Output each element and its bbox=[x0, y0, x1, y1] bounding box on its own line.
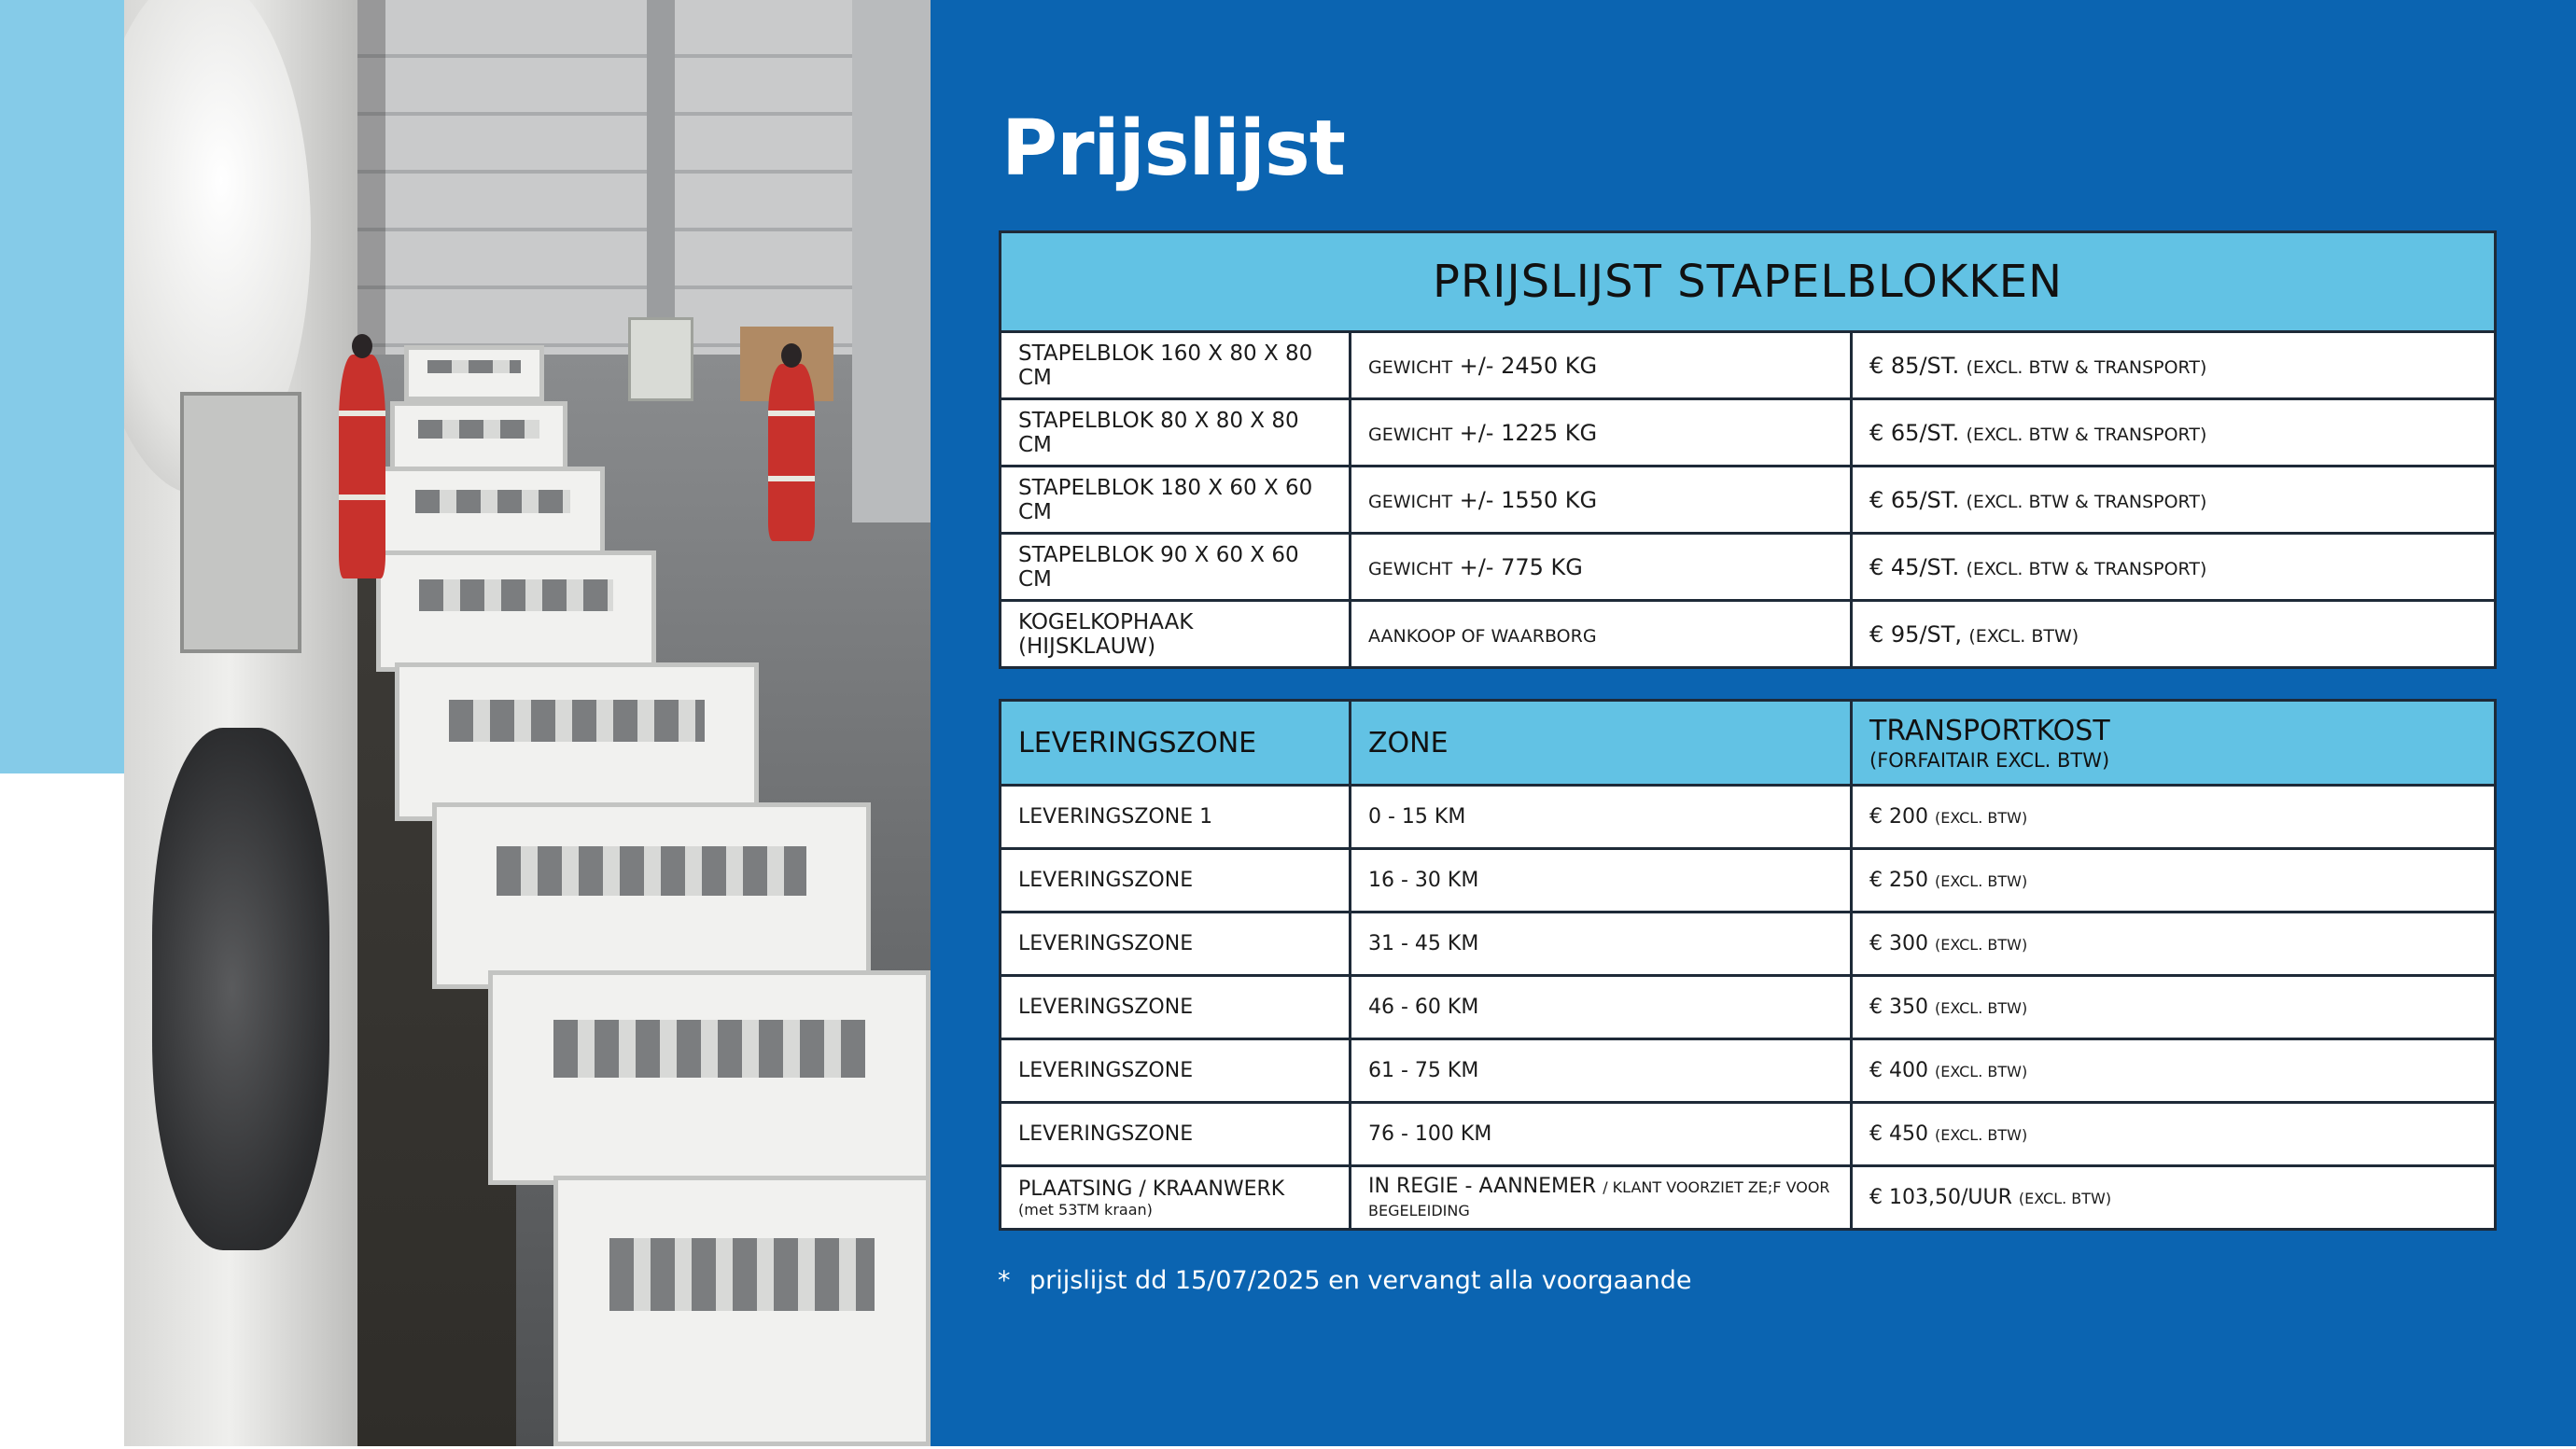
range-value: 0 - 15 KM bbox=[1368, 805, 1466, 829]
product-weight bbox=[1351, 534, 1852, 601]
price-note: (EXCL. BTW) bbox=[1934, 872, 2028, 890]
zone-cell bbox=[1001, 976, 1351, 1039]
table-row bbox=[1001, 467, 2496, 534]
range-cell bbox=[1351, 976, 1852, 1039]
price-value: € 450 bbox=[1869, 1122, 1928, 1146]
zone-cell bbox=[1001, 849, 1351, 913]
product-price bbox=[1852, 467, 2496, 534]
product-name: STAPELBLOK 90 X 60 X 60 CM bbox=[1001, 534, 1351, 601]
price-cell bbox=[1852, 1103, 2496, 1166]
product-name: KOGELKOPHAAK (HIJSKLAUW) bbox=[1001, 601, 1351, 668]
zone-note: (met 53TM kraan) bbox=[1018, 1200, 1153, 1219]
table-row bbox=[1001, 1103, 2496, 1166]
photo-block bbox=[488, 970, 931, 1185]
weight-value: +/- 775 KG bbox=[1459, 553, 1583, 580]
product-weight bbox=[1351, 467, 1852, 534]
stapelblokken-heading: PRIJSLIJST STAPELBLOKKEN bbox=[1001, 232, 2496, 332]
range-value: 61 - 75 KM bbox=[1368, 1059, 1479, 1082]
footnote bbox=[998, 1266, 1691, 1295]
price-value: € 103,50/UUR bbox=[1869, 1186, 2012, 1209]
price-note: (EXCL. BTW & TRANSPORT) bbox=[1966, 356, 2207, 378]
price-value: € 300 bbox=[1869, 932, 1928, 955]
photo-block bbox=[390, 401, 567, 476]
weight-label: AANKOOP OF WAARBORG bbox=[1368, 625, 1597, 647]
range-cell bbox=[1351, 849, 1852, 913]
photo-wheel bbox=[152, 728, 329, 1250]
product-price bbox=[1852, 534, 2496, 601]
price-note: (EXCL. BTW & TRANSPORT) bbox=[1966, 558, 2207, 579]
price-note: (EXCL. BTW) bbox=[1934, 999, 2028, 1017]
range-value: IN REGIE - AANNEMER bbox=[1368, 1174, 1597, 1198]
zone-cell bbox=[1001, 913, 1351, 976]
price-value: € 350 bbox=[1869, 996, 1928, 1019]
weight-label: GEWICHT bbox=[1368, 558, 1453, 579]
price-note: (EXCL. BTW) bbox=[1934, 809, 2028, 827]
price-note: (EXCL. BTW) bbox=[1968, 625, 2079, 647]
zone-name: LEVERINGSZONE bbox=[1018, 932, 1194, 955]
table-row bbox=[1001, 1166, 2496, 1230]
table-row bbox=[1001, 976, 2496, 1039]
photo-pallet bbox=[628, 317, 693, 401]
table-row bbox=[1001, 1039, 2496, 1103]
table-row bbox=[1001, 399, 2496, 467]
product-weight bbox=[1351, 399, 1852, 467]
photo-block bbox=[432, 802, 871, 989]
zone-name: LEVERINGSZONE bbox=[1018, 1122, 1194, 1146]
zone-name: LEVERINGSZONE bbox=[1018, 996, 1194, 1019]
price-value: € 85/ST. bbox=[1869, 352, 1960, 379]
product-name: STAPELBLOK 160 X 80 X 80 CM bbox=[1001, 332, 1351, 399]
photo-block bbox=[404, 345, 544, 401]
price-cell bbox=[1852, 1166, 2496, 1230]
table-row bbox=[1001, 849, 2496, 913]
transportkost-label: TRANSPORTKOST bbox=[1869, 714, 2110, 747]
product-weight bbox=[1351, 332, 1852, 399]
zone-cell bbox=[1001, 786, 1351, 849]
range-value: 46 - 60 KM bbox=[1368, 996, 1479, 1019]
range-cell bbox=[1351, 1166, 1852, 1230]
zone-name: LEVERINGSZONE 1 bbox=[1018, 805, 1213, 829]
range-value: 31 - 45 KM bbox=[1368, 932, 1479, 955]
photo-block bbox=[376, 550, 656, 672]
price-note: (EXCL. BTW) bbox=[1934, 936, 2028, 954]
warehouse-photo bbox=[124, 0, 931, 1446]
zone-cell bbox=[1001, 1103, 1351, 1166]
zone-cell bbox=[1001, 1039, 1351, 1103]
weight-label: GEWICHT bbox=[1368, 491, 1453, 512]
price-note: (EXCL. BTW & TRANSPORT) bbox=[1966, 491, 2207, 512]
price-note: (EXCL. BTW) bbox=[1934, 1126, 2028, 1144]
zone-cell bbox=[1001, 1166, 1351, 1230]
price-value: € 200 bbox=[1869, 805, 1928, 829]
product-weight bbox=[1351, 601, 1852, 668]
photo-block bbox=[395, 662, 759, 821]
photo-wall bbox=[301, 0, 931, 392]
photo-pillar bbox=[647, 0, 675, 355]
table-row bbox=[1001, 534, 2496, 601]
price-cell bbox=[1852, 1039, 2496, 1103]
weight-label: GEWICHT bbox=[1368, 356, 1453, 378]
weight-value: +/- 1550 KG bbox=[1459, 486, 1598, 513]
product-name: STAPELBLOK 80 X 80 X 80 CM bbox=[1001, 399, 1351, 467]
range-cell bbox=[1351, 1039, 1852, 1103]
photo-block bbox=[553, 1176, 931, 1446]
transportkost-sublabel: (FORFAITAIR EXCL. BTW) bbox=[1869, 748, 2110, 772]
stapelblokken-table bbox=[999, 230, 2497, 669]
price-value: € 95/ST, bbox=[1869, 620, 1963, 648]
price-value: € 65/ST. bbox=[1869, 419, 1960, 446]
column-header-transportkost bbox=[1852, 701, 2496, 786]
price-note: (EXCL. BTW) bbox=[2018, 1190, 2112, 1207]
weight-label: GEWICHT bbox=[1368, 424, 1453, 445]
footnote-text: prijslijst dd 15/07/2025 en vervangt alla voorgaande bbox=[1029, 1266, 1692, 1295]
table-row bbox=[1001, 913, 2496, 976]
product-name: STAPELBLOK 180 X 60 X 60 CM bbox=[1001, 467, 1351, 534]
price-note: (EXCL. BTW & TRANSPORT) bbox=[1966, 424, 2207, 445]
range-value: 16 - 30 KM bbox=[1368, 869, 1479, 892]
accent-block bbox=[0, 0, 125, 773]
photo-worker bbox=[768, 364, 815, 541]
zone-name: LEVERINGSZONE bbox=[1018, 1059, 1194, 1082]
range-note: / KLANT VOORZIET ZE;F VOOR BEGELEIDING bbox=[1368, 1177, 1830, 1219]
footnote-star: * bbox=[998, 1266, 1011, 1295]
table-row bbox=[1001, 601, 2496, 668]
price-cell bbox=[1852, 913, 2496, 976]
range-value: 76 - 100 KM bbox=[1368, 1122, 1492, 1146]
price-note: (EXCL. BTW) bbox=[1934, 1063, 2028, 1080]
photo-control-box bbox=[180, 392, 301, 653]
photo-worker bbox=[339, 355, 385, 578]
weight-value: +/- 1225 KG bbox=[1459, 419, 1598, 446]
range-cell bbox=[1351, 913, 1852, 976]
price-value: € 250 bbox=[1869, 869, 1928, 892]
table-row bbox=[1001, 332, 2496, 399]
levering-table bbox=[999, 699, 2497, 1231]
range-cell bbox=[1351, 1103, 1852, 1166]
photo-column bbox=[852, 0, 931, 522]
price-cell bbox=[1852, 849, 2496, 913]
price-value: € 65/ST. bbox=[1869, 486, 1960, 513]
price-value: € 45/ST. bbox=[1869, 553, 1960, 580]
zone-name: PLAATSING / KRAANWERK bbox=[1018, 1177, 1285, 1201]
column-header-leveringszone: LEVERINGSZONE bbox=[1001, 701, 1351, 786]
column-header-zone: ZONE bbox=[1351, 701, 1852, 786]
product-price bbox=[1852, 601, 2496, 668]
photo-block bbox=[381, 467, 605, 560]
product-price bbox=[1852, 399, 2496, 467]
product-price bbox=[1852, 332, 2496, 399]
price-value: € 400 bbox=[1869, 1059, 1928, 1082]
range-cell bbox=[1351, 786, 1852, 849]
page-title: Prijslijst bbox=[1001, 104, 1345, 193]
weight-value: +/- 2450 KG bbox=[1459, 352, 1598, 379]
price-cell bbox=[1852, 976, 2496, 1039]
zone-name: LEVERINGSZONE bbox=[1018, 869, 1194, 892]
table-row bbox=[1001, 786, 2496, 849]
price-cell bbox=[1852, 786, 2496, 849]
